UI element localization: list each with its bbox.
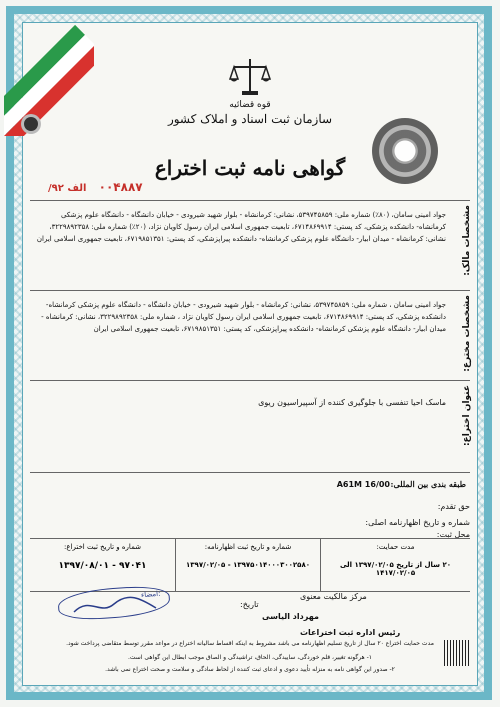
priority-label: حق تقدم: — [437, 502, 470, 511]
inventor-label: مشخصات مخترع: — [462, 295, 472, 372]
judiciary-label: قوه قضائیه — [229, 100, 271, 110]
owner-text: جواد امینی سامان، (۸۰٪) شماره ملی: ۵۳۹۷۴۵۸۵۹، نشانی: کرمانشاه - بلوار شهید شیرودی - خیابان دانشگاه - دانشگاه علوم پزشکی کرمانشاه- دانشکده پزشکی، کد پستی: ۶۷۱۴۸۶۹۹۱۴، تابعیت جمهوری اسلامی ایران رسول کاویان نژاد، (۲۰٪) شماره ملی: ۳۲۲۹۸۹۲۳۵۸، نشانی: کرمانشاه - میدان ابیار- دانشگاه علوم پزشکی کرمانشاه- دانشکده پیراپزشکی، کد پستی: ۶۷۱۹۸۵۱۳۵۱، تابعیت جمهوری اسلامی ایران — [36, 211, 446, 243]
footer-note-2: ۱- هرگونه تغییر، قلم خوردگی، ساییدگی، الحاق، تراشیدگی و الصاق موجب ابطال این گواهی است. — [127, 654, 373, 661]
registration-cell — [30, 539, 175, 591]
duration-cell — [320, 539, 470, 591]
signature-label: امضاء: — [140, 589, 161, 600]
classification-value: A61M 16/00 — [336, 480, 390, 489]
footer-note-1: مدت حمایت اختراع ۲۰ سال از تاریخ تسلیم اظهارنامه می باشد مشروط به اینکه اقساط سالیانه اختراع در مواعد مقرر توسط متقاضی پرداخت شود. — [66, 640, 434, 647]
declaration-label: شماره و تاریخ ثبت اظهارنامه: — [204, 543, 292, 551]
owner-section — [30, 200, 470, 290]
main-declaration-row — [30, 518, 470, 527]
registry-place-label: محل ثبت: — [436, 530, 470, 539]
footer-note-3: ۲- صدور این گواهی نامه به منزله تأیید دعوی و ادعای ثبت کننده از لحاظ سادگی و سلامت و صحت اختراع نمی باشد. — [105, 666, 395, 673]
serial-number-value: ۰۰۴۸۸۷ — [98, 180, 143, 194]
classification-label: طبقه بندی بین المللی: — [390, 479, 466, 489]
duration-value: ۲۰ سال از تاریخ ۱۳۹۷/۰۲/۰۵ الی ۱۴۱۷/۰۲/۰۵ — [339, 561, 452, 577]
classification-section — [30, 472, 470, 496]
invention-title-label: عنوان اختراع: — [462, 385, 472, 447]
office-head-name: مهرداد الیاسی — [262, 612, 319, 621]
office-head-title: رئیس اداره ثبت اختراعات — [300, 628, 401, 637]
priority-row — [30, 502, 470, 511]
registration-label: شماره و تاریخ ثبت اختراع: — [64, 543, 141, 551]
organization-name: سازمان ثبت اسناد و املاک کشور — [167, 112, 333, 126]
inventor-text: جواد امینی سامان ، شماره ملی: ۵۳۹۷۴۵۸۵۹، نشانی: کرمانشاه - بلوار شهید شیرودی - خیابان دانشگاه - دانشگاه علوم پزشکی کرمانشاه- دانشکده پزشکی، کد پستی: ۶۷۱۴۸۶۹۹۱۴، تابعیت جمهوری اسلامی ایران رسول کاویان نژاد ، شماره ملی: ۳۲۲۹۸۹۲۳۵۸، نشانی: کرمانشاه - میدان ابیار- دانشگاه علوم پزشکی کرمانشاه- دانشکده پیراپزشکی، کد پستی: ۶۷۱۹۸۵۱۳۵۱، تابعیت جمهوری اسلامی ایران — [41, 301, 446, 333]
embossed-seal — [372, 118, 438, 184]
certificate-title: گواهی نامه ثبت اختراع — [154, 156, 346, 180]
declaration-cell — [175, 539, 320, 591]
duration-label: مدت حمایت: — [376, 543, 415, 551]
security-code — [444, 640, 470, 666]
invention-title-section — [30, 380, 470, 472]
scales-of-justice-icon — [228, 55, 272, 99]
registration-table — [30, 538, 470, 592]
owner-label: مشخصات مالک: — [462, 205, 472, 276]
serial-series: الف ۹۲/ — [48, 183, 87, 194]
main-declaration-label: شماره و تاریخ اظهارنامه اصلی: — [365, 518, 470, 527]
registration-value: ۹۷۰۴۱ - ۱۳۹۷/۰۸/۰۱ — [58, 561, 147, 571]
ip-center-label: مرکز مالکیت معنوی — [300, 592, 367, 601]
handwritten-signature — [70, 594, 160, 618]
date-label: تاریخ: — [240, 600, 259, 609]
declaration-value: ۱۳۹۷۵۰۱۴۰۰۰۳۰۰۲۵۸۰ - ۱۳۹۷/۰۲/۰۵ — [186, 561, 310, 569]
inventor-section — [30, 290, 470, 380]
serial-number — [48, 180, 143, 194]
invention-title-text: ماسک احیا تنفسی با جلوگیری کننده از آسپیراسیون ریوی — [258, 398, 446, 407]
